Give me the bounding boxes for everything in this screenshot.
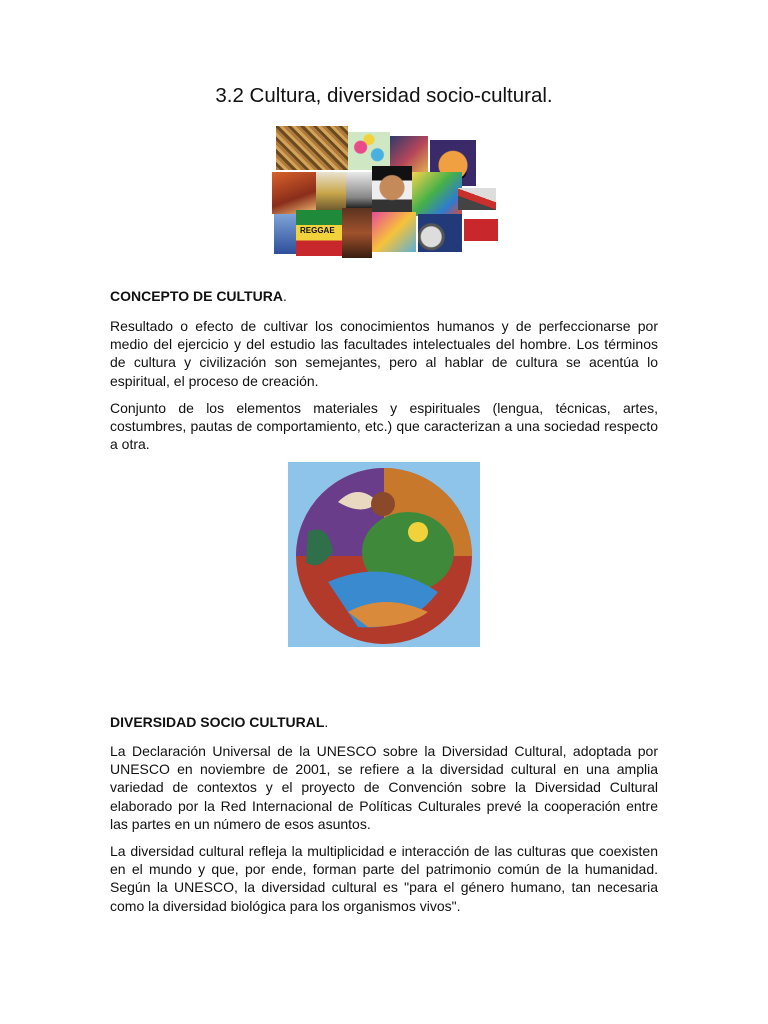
paragraph: La Declaración Universal de la UNESCO sobre la Diversidad Cultural, adoptada por UNESCO en noviembre de 2001, se refiere a la diversidad cultural en una amplia variedad de contextos y el proyecto de Convención sobre la Diversidad Cultural elaborado por la Red Internacional de Políticas Culturales prevé la cooperación entre las partes en un número de esos asuntos. (110, 743, 658, 832)
heading-text: DIVERSIDAD SOCIO CULTURAL (110, 714, 325, 730)
paragraph: Conjunto de los elementos materiales y espirituales (lengua, técnicas, artes, costumbres, pautas de comportamiento, etc.) que caracterizan a una sociedad respecto a otra. (110, 400, 658, 453)
guitar-image (274, 214, 296, 254)
flowers-illustration (348, 132, 390, 170)
page-title: 3.2 Cultura, diversidad socio-cultural. (215, 84, 553, 107)
section-heading-diversidad (110, 714, 328, 730)
heading-period: . (282, 288, 287, 304)
portrait-image (372, 166, 412, 214)
crowd-photo (276, 126, 348, 170)
heading-period: . (324, 714, 329, 730)
dancing-couple-image (464, 210, 498, 254)
carnival-image (372, 212, 416, 252)
paragraph: Resultado o efecto de cultivar los conocimientos humanos y de perfeccionarse por medio del ejercicio y del estudio las facultades intelectuales del hombre. Los términos de cultura y civilización son semejantes, pero al hablar de cultura se acentúa lo espiritual, el proceso de creación. (110, 318, 658, 389)
children-drawing-image (412, 172, 462, 216)
reggae-logo-text: REGGAE (300, 226, 335, 235)
section-heading-concepto (110, 288, 287, 304)
mask-image (342, 208, 372, 258)
film-reel-image (418, 214, 462, 252)
electric-guitar-image (458, 188, 496, 210)
reggae-poster-image (296, 210, 342, 256)
cultural-globe-illustration (288, 462, 480, 647)
heading-text: CONCEPTO DE CULTURA (110, 288, 283, 304)
dancers-photo (272, 172, 316, 214)
mime-image (346, 172, 372, 208)
paragraph: La diversidad cultural refleja la multiplicidad e interacción de las culturas que coexisten en el mundo y que, por ende, forman parte del patrimonio común de la humanidad. Según la UNESCO, la diversidad cultural es "para el género humano, tan necesaria como la diversidad biológica para los organismos vivos". (110, 843, 658, 914)
culture-collage-image (272, 126, 498, 260)
